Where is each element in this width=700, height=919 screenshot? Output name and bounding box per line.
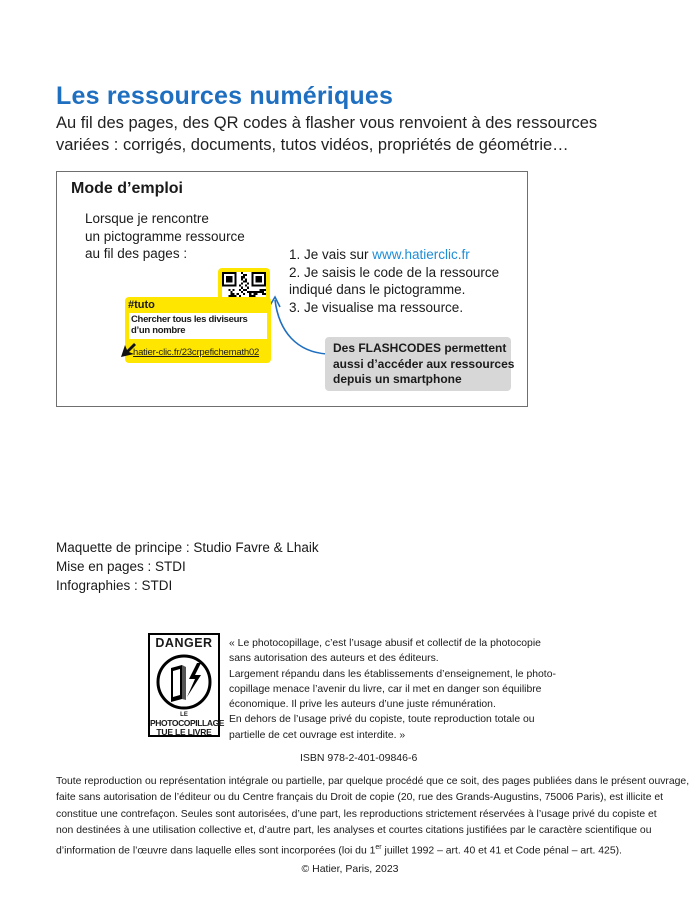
legal-notice (56, 774, 689, 860)
credit-line: Maquette de principe : Studio Favre & Lhaik (56, 540, 319, 555)
hatierclic-link[interactable]: www.hatierclic.fr (372, 247, 470, 262)
mode-emploi-box (56, 171, 528, 407)
isbn: ISBN 978-2-401-09846-6 (300, 752, 418, 764)
step-2-cont: indiqué dans le pictogramme. (289, 282, 466, 297)
book-lightning-icon (155, 653, 213, 711)
encounter-line: au fil des pages : (85, 246, 188, 261)
intro-line: Au fil des pages, des QR codes à flasher vous renvoient à des ressources (56, 114, 598, 132)
quote-line: Largement répandu dans les établissements d’enseignement, le photo- (229, 668, 556, 680)
legal-line: faite sans autorisation de l’éditeur ou du Centre français du Droit de copie (20, rue des Grands-Augustins, 75006 Paris), est illicite et (56, 792, 664, 804)
legal-line: d’information de l’œuvre dans laquelle elles sont incorporées (loi du 1er juillet 1992 – art. 40 et 41 et Code pénal – art. 425). (56, 843, 622, 857)
resource-pictogram (125, 297, 271, 363)
resource-url-link[interactable]: hatier-clic.fr/23crpefichemath02 (133, 347, 260, 358)
credit-line: Mise en pages : STDI (56, 559, 186, 574)
intro-line: variées : corrigés, documents, tutos vidéos, propriétés de géométrie… (56, 136, 569, 154)
flashcodes-note (325, 337, 515, 391)
danger-tue-le-livre: TUE LE LIVRE (156, 727, 212, 737)
encounter-line: un pictogramme ressource (85, 228, 245, 244)
flashcodes-line: Des FLASHCODES permettent (333, 341, 507, 355)
legal-line: Toute reproduction ou représentation intégrale ou partielle, par quelque procédé que ce soit, des pages publiées dans le présent ouvrage, (56, 776, 690, 787)
danger-word: DANGER (155, 636, 213, 650)
copyright: © Hatier, Paris, 2023 (301, 863, 399, 875)
quote-line: sans autorisation des auteurs et des éditeurs. (229, 653, 439, 665)
intro-paragraph (56, 112, 597, 156)
legal-line: non destinées à une utilisation collective et, d’autre part, les analyses et courtes citations justifiées par le caractère scientifique ou (56, 825, 652, 837)
quote-line: partielle de cet ouvrage est interdite. » (229, 729, 406, 741)
resource-title-line: d’un nombre (131, 325, 186, 336)
credits (56, 538, 319, 595)
credit-line: Infographies : STDI (56, 578, 173, 593)
page-title: Les ressources numériques (56, 82, 394, 110)
encounter-text (85, 210, 245, 263)
legal-line: constitue une contrefaçon. Seules sont autorisées, d’une part, les reproductions strictement réservées à l’usage privé du copiste et (56, 808, 657, 820)
flashcodes-line: depuis un smartphone (333, 372, 462, 386)
resource-title-box (129, 313, 267, 339)
danger-photocopillage: PHOTOCOPILLAGE (150, 718, 225, 728)
quote-line: En dehors de l’usage privé du copiste, toute reproduction totale ou (229, 714, 535, 726)
resource-title-line: Chercher tous les diviseurs (131, 314, 248, 325)
quote-line: « Le photocopillage, c’est l’usage abusif et collectif de la photocopie (229, 638, 541, 649)
mode-emploi-title: Mode d’emploi (71, 180, 183, 197)
step-2: 2. Je saisis le code de la ressource (289, 264, 500, 280)
mouse-pointer-icon (119, 341, 141, 359)
photocopillage-quote (229, 636, 556, 743)
step-1: 1. Je vais sur www.hatierclic.fr (289, 247, 470, 262)
danger-photocopillage-logo (148, 633, 225, 737)
quote-line: économique. Il prive les auteurs d’une juste rémunération. (229, 699, 496, 711)
tuto-tag: #tuto (128, 299, 155, 311)
encounter-line: Lorsque je rencontre (85, 211, 209, 226)
flashcodes-line: aussi d’accéder aux ressources (333, 356, 515, 371)
quote-line: copillage menace l’avenir du livre, car il met en danger son équilibre (229, 683, 542, 695)
danger-le: LE (180, 712, 188, 718)
step-3: 3. Je visualise ma ressource. (289, 299, 464, 315)
